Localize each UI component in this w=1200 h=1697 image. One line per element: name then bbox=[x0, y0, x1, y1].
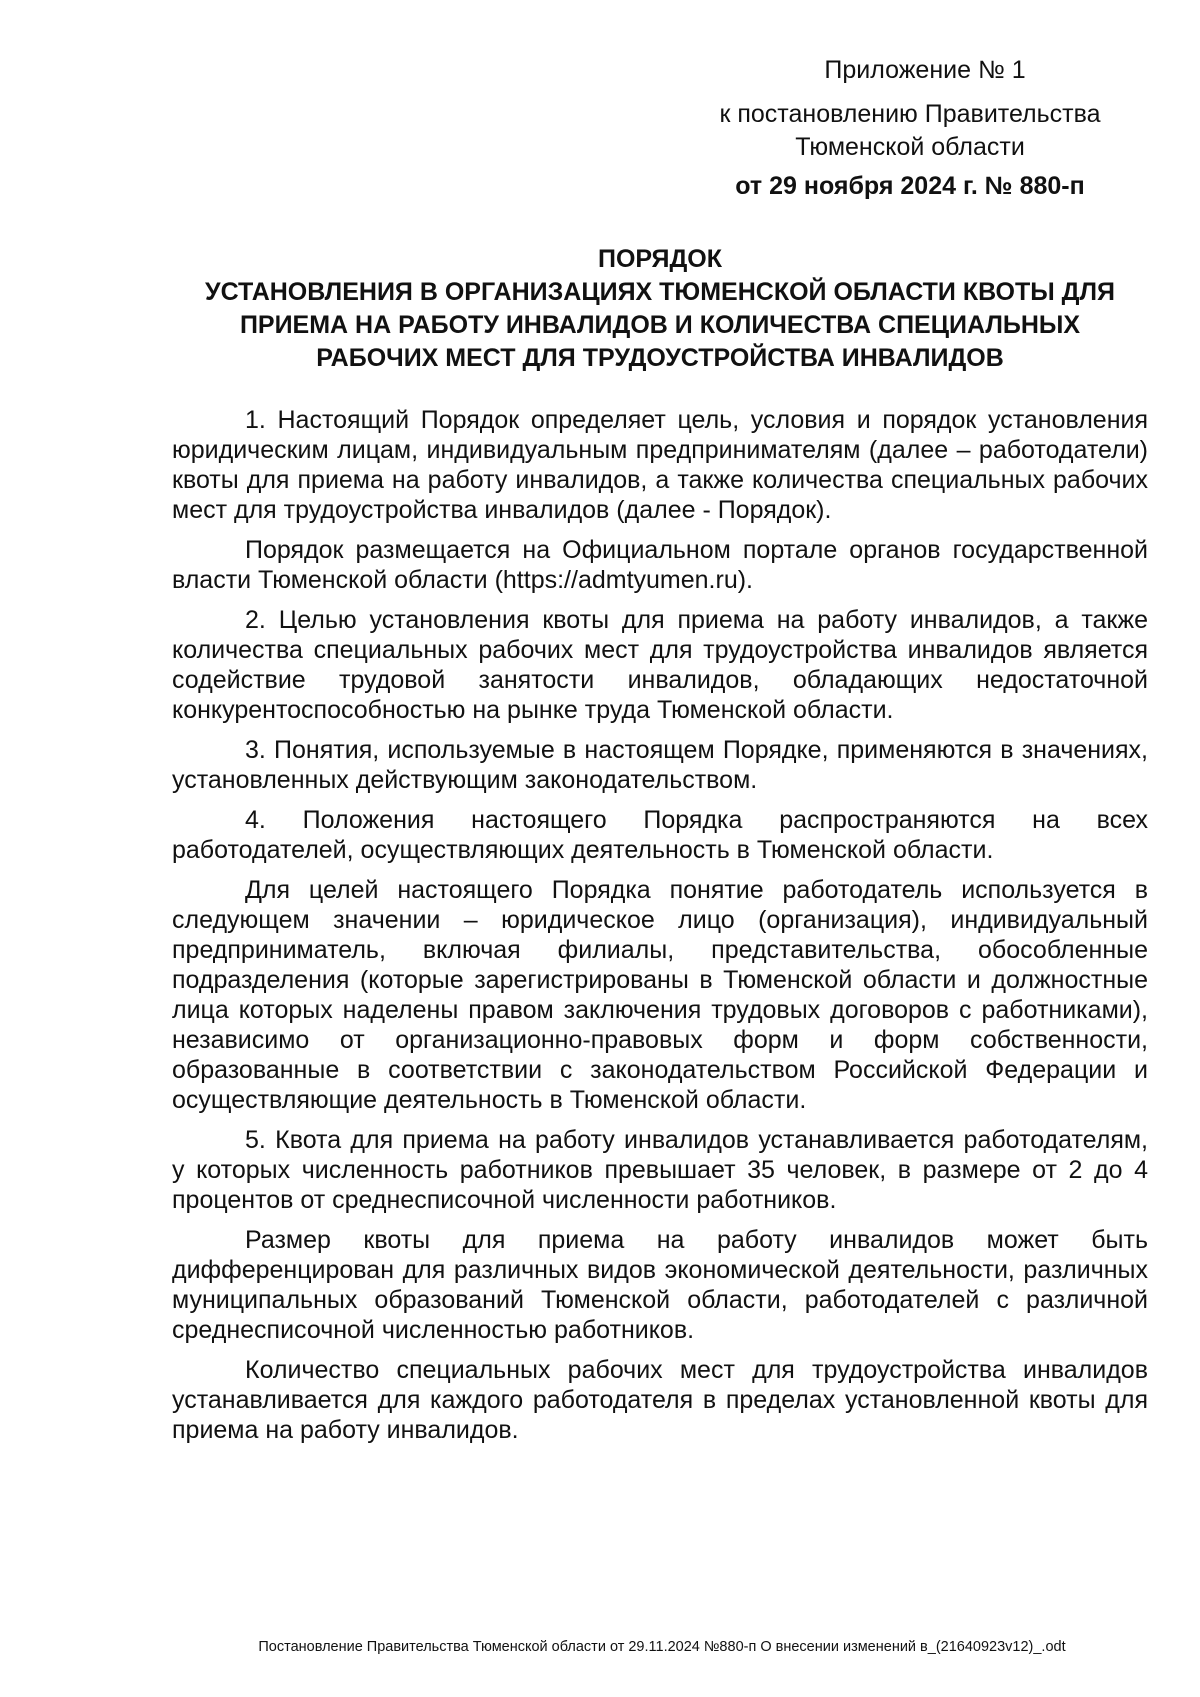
paragraph: 5. Квота для приема на работу инвалидов устанавливается работодателям, у которых численность работников превышает 35 человек, в размере от 2 до 4 процентов от среднесписочной численности работников. bbox=[172, 1126, 1148, 1214]
title-line-4: РАБОЧИХ МЕСТ ДЛЯ ТРУДОУСТРОЙСТВА ИНВАЛИДОВ bbox=[316, 344, 1004, 372]
paragraph: 1. Настоящий Порядок определяет цель, условия и порядок установления юридическим лицам, индивидуальным предпринимателям (далее – работодатели) квоты для приема на работу инвалидов, а также количества специальных рабочих мест для трудоустройства инвалидов (далее - Порядок). bbox=[172, 406, 1148, 524]
paragraph: 4. Положения настоящего Порядка распространяются на всех работодателей, осуществляющих деятельность в Тюменской области. bbox=[172, 806, 1148, 864]
title-line-1: ПОРЯДОК bbox=[598, 245, 722, 273]
paragraph: 3. Понятия, используемые в настоящем Порядке, применяются в значениях, установленных действующим законодательством. bbox=[172, 736, 1148, 794]
document-body bbox=[172, 405, 1148, 1455]
annex-number: Приложение № 1 bbox=[824, 56, 1026, 84]
paragraph: 2. Целью установления квоты для приема на работу инвалидов, а также количества специальных рабочих мест для трудоустройства инвалидов является содействие трудовой занятости инвалидов, обладающих недостаточной конкурентоспособностью на рынке труда Тюменской области. bbox=[172, 606, 1148, 724]
paragraph: Размер квоты для приема на работу инвалидов может быть дифференцирован для различных видов экономической деятельности, различных муниципальных образований Тюменской области, работодателей с различной среднесписочной численностью работников. bbox=[172, 1226, 1148, 1344]
paragraph: Порядок размещается на Официальном портале органов государственной власти Тюменской области (https://admtyumen.ru). bbox=[172, 536, 1148, 594]
title-line-3: ПРИЕМА НА РАБОТУ ИНВАЛИДОВ И КОЛИЧЕСТВА СПЕЦИАЛЬНЫХ bbox=[239, 311, 1081, 339]
decree-reference bbox=[690, 98, 1130, 164]
paragraph: Количество специальных рабочих мест для трудоустройства инвалидов устанавливается для каждого работодателя в пределах установленной квоты для приема на работу инвалидов. bbox=[172, 1356, 1148, 1444]
paragraph: Для целей настоящего Порядка понятие работодатель используется в следующем значении – юридическое лицо (организация), индивидуальный предприниматель, включая филиалы, представительства, обособленные подразделения (которые зарегистрированы в Тюменской области и должностные лица которых наделены правом заключения трудовых договоров с работниками), независимо от организационно-правовых форм и форм собственности, образованные в соответствии с законодательством Российской Федерации и осуществляющие деятельность в Тюменской области. bbox=[172, 876, 1148, 1114]
decree-line-2: Тюменской области bbox=[795, 133, 1025, 161]
page-footer: Постановление Правительства Тюменской области от 29.11.2024 №880-п О внесении изменений в_(21640923v12)_.odt bbox=[258, 1639, 1066, 1655]
decree-line-1: к постановлению Правительства bbox=[719, 100, 1101, 128]
decree-date: от 29 ноября 2024 г. № 880-п bbox=[735, 172, 1085, 200]
document-title bbox=[170, 243, 1150, 375]
title-line-2: УСТАНОВЛЕНИЯ В ОРГАНИЗАЦИЯХ ТЮМЕНСКОЙ ОБЛАСТИ КВОТЫ ДЛЯ bbox=[205, 278, 1115, 306]
